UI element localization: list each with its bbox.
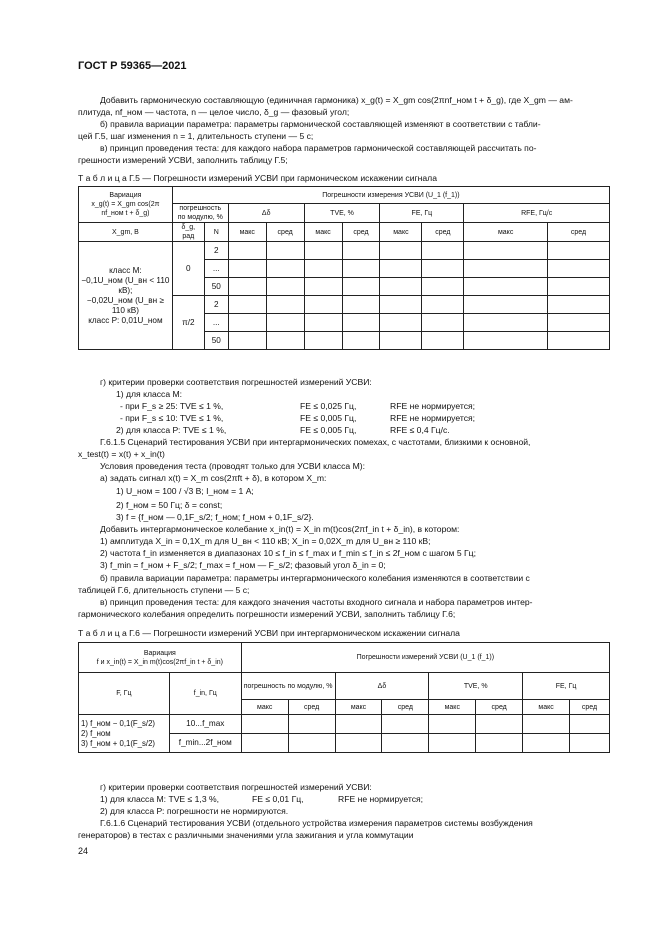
fin-cell: f_min...2f_ном [169,734,241,753]
paragraph-line: 2) f_ном = 50 Гц; δ = const; [116,500,223,510]
errors-header: Погрешности измерения УСВИ (U_1 (f_1)) [172,187,609,204]
criteria-row: - при F_s ≤ 10: TVE ≤ 1 %, FE ≤ 0,005 Гц, RFE не нормируется; [120,413,476,423]
n-cell: ... [204,314,228,332]
col-dg: δ_g, рад [172,223,204,242]
col-rfe: RFE, Гц/с [464,204,610,223]
col-delta: Δδ [335,673,429,700]
page-number: 24 [78,846,89,856]
paragraph-line: 1) для класса М: [116,389,183,399]
table-caption-text: Г.6 — Погрешности измерений УСВИ при интергармоническом искажении сигнала [126,628,460,638]
paragraph-line: Г.6.1.5 Сценарий тестирования УСВИ при интергармонических помехах, с частотами, близкими к основной, [100,437,531,447]
col-fin: f_in, Гц [169,673,241,715]
n-cell: 50 [204,332,228,350]
paragraph-line: Условия проведения теста (проводят только для УСВИ класса М): [100,461,365,471]
table-caption-prefix: Т а б л и ц а [78,628,127,638]
paragraph-line: грешности измерений УСВИ, заполнить таблицу Г.5; [78,155,288,165]
col-xgm: X_gm, В [79,223,173,242]
table-g6: Вариация f и x_in(t) = X_in m(t)cos(2πf_in t + δ_in) Погрешности измерений УСВИ (U_1 (f_1)) F, Гц f_in, Гц погрешность по модулю, % Δδ TVE, % FE, Гц макс сред макс сред макс сред макс сред 1) f_ном − 0,1(F_s/2) 2) f_ном 3) f_ном + 0,1(F_s/2) 10...f_max f_min...2f_ном [78,642,610,753]
paragraph-line: Добавить интергармоническое колебание x_in(t) = X_in m(t)cos(2πf_in t + δ_in), в котором: [100,524,460,534]
fin-cell: 10...f_max [169,715,241,734]
standard-header: ГОСТ Р 59365—2021 [78,60,187,72]
paragraph-line: x_test(t) = x(t) + x_in(t) [78,449,165,459]
variation-header: Вариация x_g(t) = X_gm cos(2π nf_ном t + δ_g) [79,187,173,223]
paragraph-line: Добавить гармоническую составляющую (единичная гармоника) x_g(t) = X_gm cos(2πnf_ном t + δ_g), где X_gm — ам- [100,95,573,105]
col-fe: FE, Гц [523,673,610,700]
col-tve: TVE, % [304,204,380,223]
paragraph-line: 1) амплитуда X_in = 0,1X_m для U_вн < 110 кВ; X_in = 0,02X_m для U_вн ≥ 110 кВ; [100,536,431,546]
phase-cell: π/2 [172,296,204,350]
table-g5: Вариация x_g(t) = X_gm cos(2π nf_ном t + δ_g) Погрешности измерения УСВИ (U_1 (f_1)) погрешность по модулю, % Δδ TVE, % FE, Гц RFE, Гц/с X_gm, В δ_g, рад N макс сред макс сред макс сред макс сред класс М: −0,1U_ном (U_вн < 110 кВ); −0,02U_ном (U_вн ≥ 110 кВ) класс Р: 0,01U_ном 0 2 ... 50 π/2 2 ... 50 [78,186,610,350]
n-cell: 2 [204,242,228,260]
table-caption-prefix: Т а б л и ц а [78,173,127,183]
paragraph-line: цей Г.5, шаг изменения n = 1, длительность ступени — 5 с; [78,131,314,141]
phase-cell: 0 [172,242,204,296]
col-n: N [204,223,228,242]
paragraph-line: а) задать сигнал x(t) = X_m cos(2πft + δ), в котором X_m: [100,473,327,483]
paragraph-line: Г.6.1.6 Сценарий тестирования УСВИ (отдельного устройства измерения параметров системы возбуждения [100,818,533,828]
paragraph-line: таблицей Г.6, длительность ступени — 5 с; [78,585,250,595]
n-cell: ... [204,260,228,278]
paragraph-line: в) принцип проведения теста: для каждого набора параметров гармонической составляющей рассчитать по- [100,143,537,153]
paragraph-line: г) критерии проверки соответствия погрешностей измерений УСВИ: [100,377,372,387]
criteria-row: 1) для класса М: TVE ≤ 1,3 %, FE ≤ 0,01 Гц, RFE не нормируется; [100,794,424,804]
n-cell: 2 [204,296,228,314]
paragraph-line: 3) f = {f_ном — 0,1F_s/2; f_ном; f_ном + 0,1F_s/2}. [116,512,314,522]
variation-header: Вариация f и x_in(t) = X_in m(t)cos(2πf_in t + δ_in) [79,643,242,673]
criteria-row: - при F_s ≥ 25: TVE ≤ 1 %, FE ≤ 0,025 Гц, RFE не нормируется; [120,401,476,411]
col-delta: Δδ [228,204,304,223]
paragraph-line: г) критерии проверки соответствия погрешностей измерений УСВИ: [100,782,372,792]
table-caption-text: Г.5 — Погрешности измерений УСВИ при гармоническом искажении сигнала [126,173,437,183]
col-f: F, Гц [79,673,170,715]
paragraph-line: 2) для класса Р: погрешности не нормируются. [100,806,289,816]
errors-header: Погрешности измерений УСВИ (U_1 (f_1)) [241,643,609,673]
col-tve: TVE, % [429,673,523,700]
n-cell: 50 [204,278,228,296]
col-fe: FE, Гц [380,204,464,223]
class-cell: класс М: −0,1U_ном (U_вн < 110 кВ); −0,02U_ном (U_вн ≥ 110 кВ) класс Р: 0,01U_ном [79,242,173,350]
criteria-row: 2) для класса Р: TVE ≤ 1 %, FE ≤ 0,005 Гц, RFE ≤ 0,4 Гц/с. [116,425,450,435]
paragraph-line: 1) U_ном = 100 / √3 В; I_ном = 1 А; [116,486,254,496]
paragraph-line: 2) частота f_in изменяется в диапазонах 10 ≤ f_in ≤ f_max и f_min ≤ f_in ≤ 2f_ном с шагом 5 Гц; [100,548,476,558]
paragraph-line: генераторов) в тестах с различными значениями угла зажигания и угла коммутации [78,830,414,840]
f-values-cell: 1) f_ном − 0,1(F_s/2) 2) f_ном 3) f_ном + 0,1(F_s/2) [79,715,170,753]
table-caption [78,628,460,638]
paragraph-line: гармонического колебания определить погрешности измерений УСВИ, заполнить таблицу Г.6; [78,609,456,619]
paragraph-line: в) принцип проведения теста: для каждого значения частоты входного сигнала и набора параметров интер- [100,597,533,607]
col-modulus-error: погрешность по модулю, % [241,673,335,700]
paragraph-line: плитуда, nf_ном — частота, n — целое число, δ_g — фазовый угол; [78,107,350,117]
paragraph-line: б) правила вариации параметра: параметры интергармонического колебания изменяются в соответствии с [100,573,530,583]
paragraph-line: 3) f_min = f_ном + F_s/2; f_max = f_ном — F_s/2; фазовый угол δ_in = 0; [100,560,386,570]
col-modulus-error: погрешность по модулю, % [172,204,228,223]
table-caption [78,173,437,183]
paragraph-line: б) правила вариации параметра: параметры гармонической составляющей изменяют в соответствии с табли- [100,119,541,129]
